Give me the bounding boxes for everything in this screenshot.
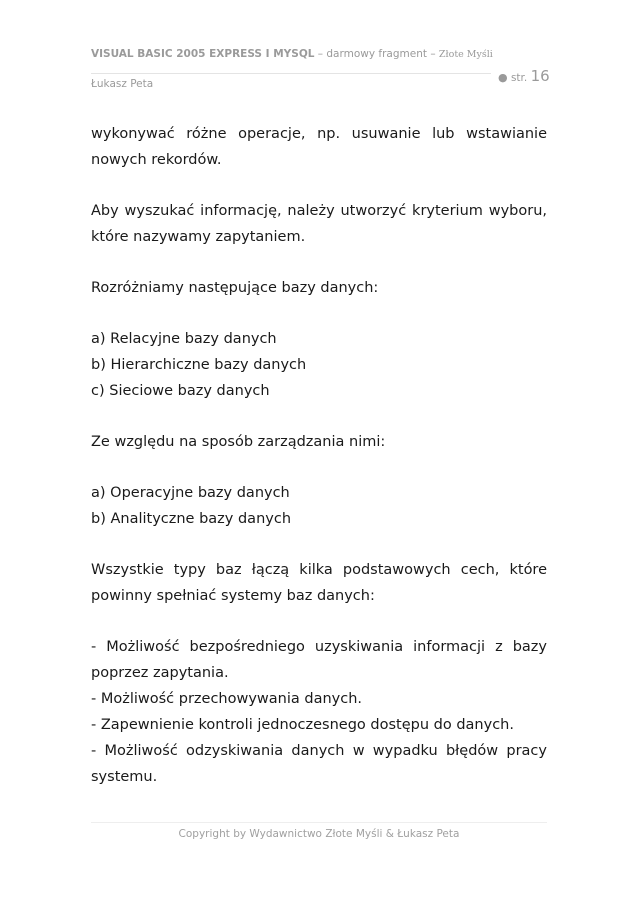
list-item: c) Sieciowe bazy danych: [91, 383, 270, 399]
list-item: a) Relacyjne bazy danych: [91, 331, 277, 347]
list-item: - Możliwość przechowywania danych.: [91, 691, 363, 707]
paragraph: Rozróżniamy następujące bazy danych:: [91, 280, 379, 296]
page-number-indicator: [498, 66, 550, 85]
header-separator: –: [426, 48, 439, 60]
list-item: a) Operacyjne bazy danych: [91, 485, 290, 501]
header-separator: –: [314, 48, 327, 60]
management-types-list: [91, 480, 547, 532]
features-list: [91, 634, 547, 790]
bullet-icon: ●: [498, 71, 508, 84]
page-number: 16: [530, 67, 550, 85]
footer-divider: [91, 822, 547, 823]
paragraph: Aby wyszukać informację, należy utworzyć kryterium wyboru, które nazywamy zapytaniem.: [91, 203, 547, 245]
footer-copyright: Copyright by Wydawnictwo Złote Myśli & Łukasz Peta: [178, 828, 460, 840]
paragraph: Ze względu na sposób zarządzania nimi:: [91, 434, 386, 450]
publisher-name: Złote Myśli: [438, 49, 493, 60]
list-item: - Możliwość odzyskiwania danych w wypadku błędów pracy systemu.: [91, 743, 547, 785]
header-title-line: [91, 48, 547, 60]
list-item: - Możliwość bezpośredniego uzyskiwania informacji z bazy poprzez zapytania.: [91, 639, 547, 681]
page-body: [91, 121, 547, 790]
paragraph: Wszystkie typy baz łączą kilka podstawowych cech, które powinny spełniać systemy baz danych:: [91, 562, 547, 604]
page-label: str.: [507, 72, 531, 84]
list-item: b) Hierarchiczne bazy danych: [91, 357, 307, 373]
database-types-list: [91, 326, 547, 404]
paragraph: wykonywać różne operacje, np. usuwanie lub wstawianie nowych rekordów.: [91, 126, 547, 168]
author-name: Łukasz Peta: [91, 78, 154, 90]
list-item: - Zapewnienie kontroli jednoczesnego dostępu do danych.: [91, 717, 514, 733]
fragment-label: darmowy fragment: [326, 48, 427, 60]
book-title: VISUAL BASIC 2005 EXPRESS I MYSQL: [91, 48, 315, 60]
list-item: b) Analityczne bazy danych: [91, 511, 292, 527]
page-header: [91, 48, 550, 90]
header-divider: [91, 73, 491, 74]
